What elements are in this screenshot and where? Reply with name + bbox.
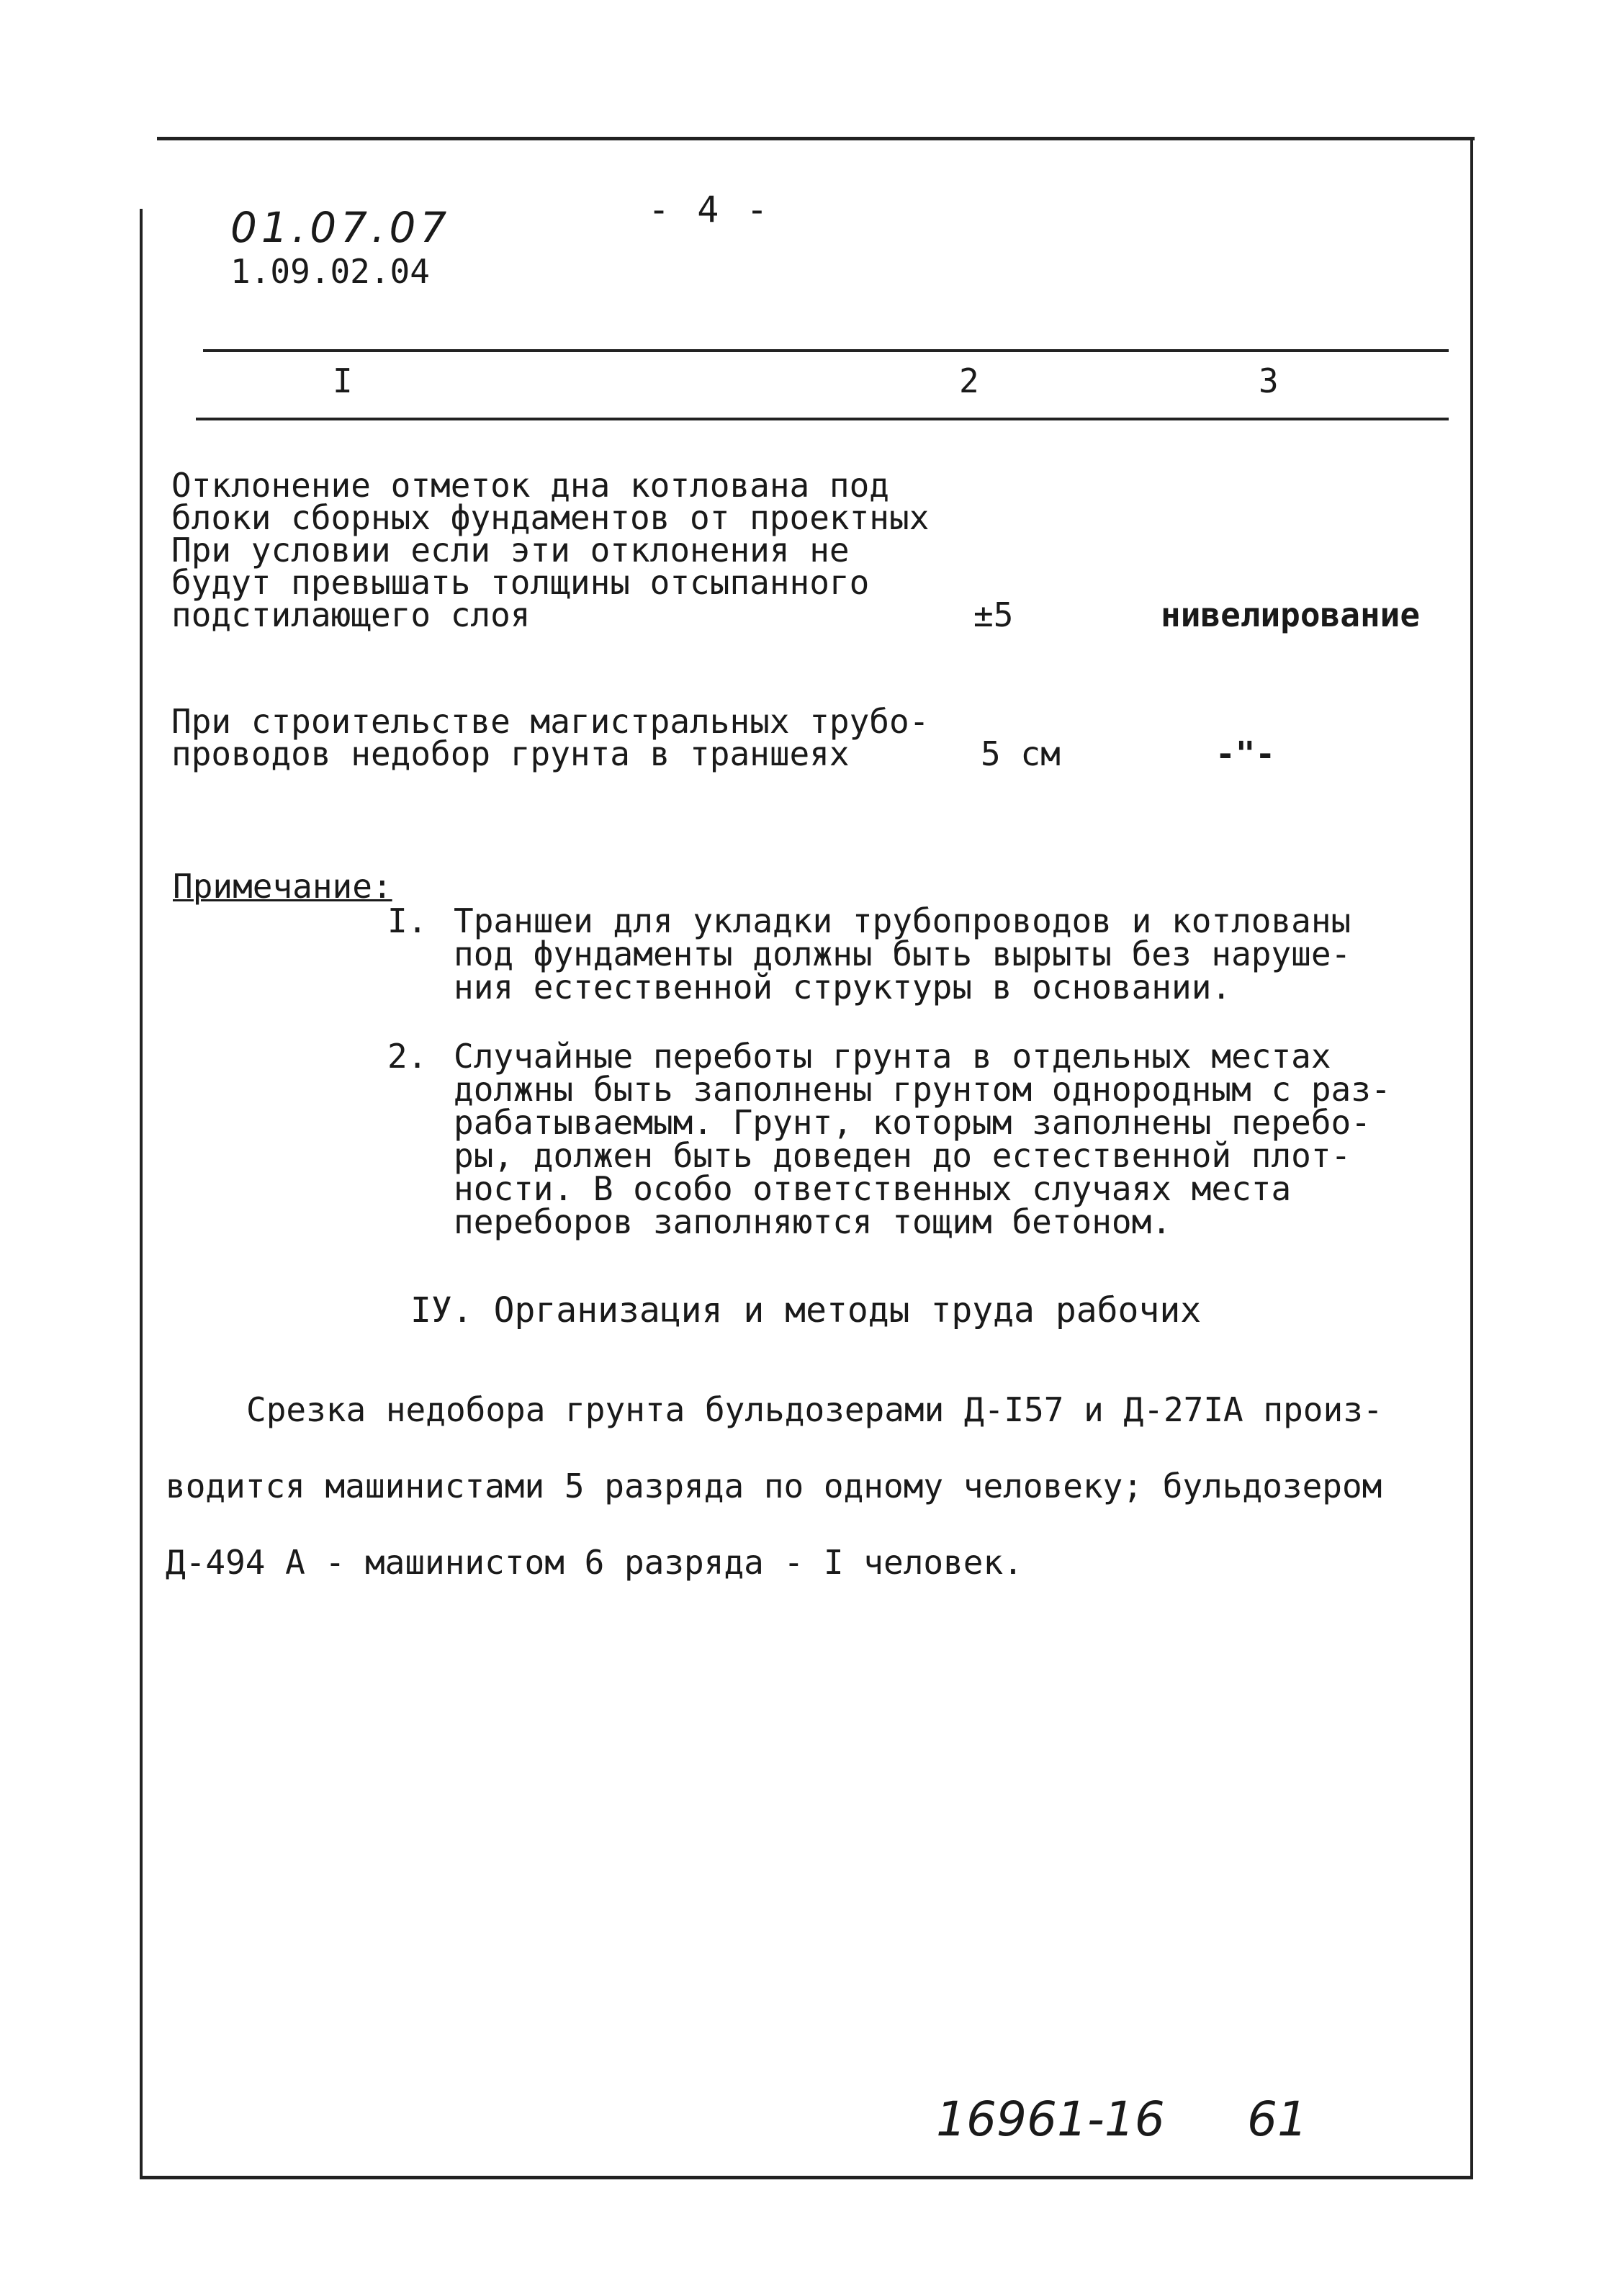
page-frame-top bbox=[157, 137, 1475, 140]
note-item-1-line: ния естественной структуры в основании. bbox=[454, 968, 1232, 1007]
table-row-1-description bbox=[171, 466, 930, 634]
document-code: 1.09.02.04 bbox=[230, 252, 430, 291]
table-row-1-method: нивелирование bbox=[1161, 595, 1421, 634]
table-header-top-rule bbox=[203, 349, 1449, 352]
note-item-2-number: 2. bbox=[387, 1037, 428, 1076]
note-item-2-line: переборов заполняются тощим бетоном. bbox=[454, 1202, 1171, 1241]
column-header-1: I bbox=[333, 361, 353, 400]
paragraph-line: Срезка недобора грунта бульдозерами Д-I57 и Д-27IА произ- bbox=[246, 1390, 1383, 1429]
table-row-2-line: проводов недобор грунта в траншеях bbox=[171, 734, 850, 773]
note-item-1-line: под фундаменты должны быть вырыты без наруше- bbox=[454, 935, 1351, 973]
page-frame-left bbox=[140, 209, 143, 2178]
page-frame-bottom bbox=[140, 2176, 1473, 2179]
note-item-1-line: Траншеи для укладки трубопроводов и котлованы bbox=[454, 901, 1351, 940]
section-heading: IУ. Организация и методы труда рабочих bbox=[410, 1290, 1202, 1331]
page-frame-right bbox=[1470, 137, 1473, 2178]
table-row-2-line: При строительстве магистральных трубо- bbox=[171, 702, 930, 741]
table-row-1-line: блоки сборных фундаментов от проектных bbox=[171, 498, 930, 537]
note-label: Примечание: bbox=[173, 867, 392, 906]
note-item-2-line: ности. В особо ответственных случаях места bbox=[454, 1169, 1292, 1208]
note-item-2-line: Случайные переботы грунта в отдельных местах bbox=[454, 1037, 1331, 1076]
paragraph-line: Д-494 А - машинистом 6 разряда - I человек. bbox=[166, 1543, 1023, 1582]
section-paragraph bbox=[166, 1372, 1383, 1601]
table-row-1-line: будут превышать толщины отсыпанного bbox=[171, 563, 870, 602]
table-row-1-line: подстилающего слоя bbox=[171, 595, 531, 634]
note-item-1-number: I. bbox=[387, 901, 428, 940]
table-row-2-description bbox=[171, 702, 930, 773]
column-header-3: 3 bbox=[1259, 361, 1279, 400]
table-row-1-line: При условии если эти отклонения не bbox=[171, 531, 850, 570]
note-item-2-line: ры, должен быть доведен до естественной плот- bbox=[454, 1136, 1351, 1175]
table-row-1-line: Отклонение отметок дна котлована под bbox=[171, 466, 889, 505]
table-header-bottom-rule bbox=[196, 418, 1449, 420]
handwritten-code: 01.07.07 bbox=[230, 203, 451, 252]
handwritten-registration-number: 16961-16 bbox=[936, 2092, 1165, 2147]
page-number: - 4 - bbox=[648, 189, 771, 230]
table-row-1-value: ±5 bbox=[973, 595, 1014, 634]
paragraph-line: водится машинистами 5 разряда по одному человеку; бульдозером bbox=[166, 1467, 1382, 1505]
note-item-2-line: рабатываемым. Грунт, которым заполнены перебо- bbox=[454, 1103, 1371, 1142]
table-row-2-method: -"- bbox=[1215, 734, 1276, 773]
column-header-2: 2 bbox=[959, 361, 979, 400]
table-row-2-value: 5 см bbox=[981, 734, 1061, 773]
handwritten-sheet-number: 61 bbox=[1247, 2092, 1308, 2147]
note-item-2-line: должны быть заполнены грунтом однородным с раз- bbox=[454, 1070, 1391, 1109]
